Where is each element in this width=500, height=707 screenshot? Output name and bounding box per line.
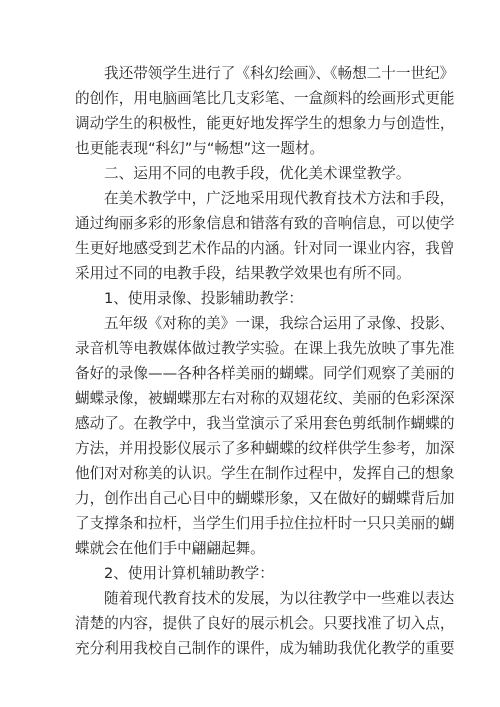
text-line: 我还带领学生进行了《科幻绘画》、《畅想二十一世纪》 [104,65,455,82]
text-line: 录音机等电教媒体做过教学实验。在课上我先放映了事先准 [75,340,455,357]
text-line: 采用过不同的电教手段，结果教学效果也有所不同。 [75,265,411,282]
text-line: 清楚的内容，提供了良好的展示机会。只要找准了切入点， [75,615,455,632]
text-line: 也更能表现“科幻”与“畅想”这一题材。 [75,140,325,157]
text-line: 充分利用我校自己制作的课件，成为辅助我优化教学的重要 [75,640,455,657]
text-line: 备好的录像——各种各样美丽的蝴蝶。同学们观察了美丽的 [75,365,455,382]
text-line: 蝶就会在他们手中翩翩起舞。 [75,540,265,557]
subsection-heading: 2、使用计算机辅助教学： [104,565,274,582]
text-line: 力，创作出自己心目中的蝴蝶形象，又在做好的蝴蝶背后加 [75,490,455,507]
text-line: 他们对对称美的认识。学生在制作过程中，发挥自己的想象 [75,465,455,482]
text-line: 通过绚丽多彩的形象信息和错落有致的音响信息，可以使学 [75,215,455,232]
text-line: 的创作，用电脑画笔比几支彩笔、一盒颜料的绘画形式更能 [75,90,455,107]
text-line: 方法，并用投影仪展示了多种蝴蝶的纹样供学生参考，加深 [75,440,455,457]
text-line: 蝴蝶录像，被蝴蝶那左右对称的双翅花纹、美丽的色彩深深 [75,390,455,407]
subsection-heading: 1、使用录像、投影辅助教学： [104,290,304,307]
text-line: 生更好地感受到艺术作品的内涵。针对同一课业内容，我曾 [75,240,455,257]
text-line: 感动了。在教学中，我当堂演示了采用套色剪纸制作蝴蝶的 [75,415,455,432]
text-line: 了支撑条和拉杆，当学生们用手拉住拉杆时一只只美丽的蝴 [75,515,455,532]
text-line: 随着现代教育技术的发展，为以往教学中一些难以表达 [104,590,455,607]
text-line: 在美术教学中，广泛地采用现代教育技术方法和手段， [104,190,455,207]
section-heading: 二、运用不同的电教手段，优化美术课堂教学。 [104,165,411,182]
text-line: 调动学生的积极性，能更好地发挥学生的想象力与创造性， [75,115,455,132]
text-line: 五年级《对称的美》一课，我综合运用了录像、投影、 [104,315,455,332]
